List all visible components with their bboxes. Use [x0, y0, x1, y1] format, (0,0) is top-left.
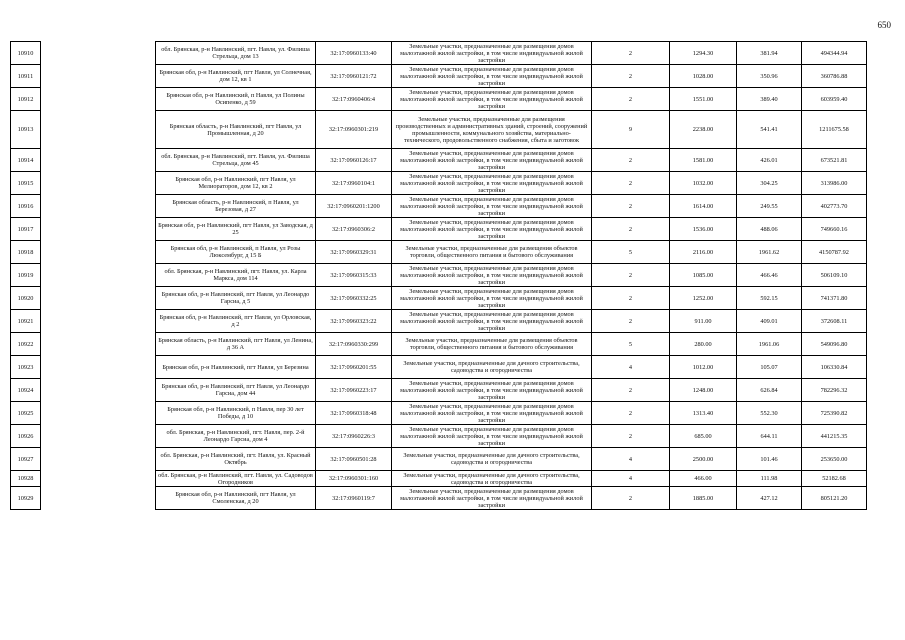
- cadastral-value-cell: 673521.81: [802, 149, 867, 172]
- cadastral-value-cell: 402773.70: [802, 195, 867, 218]
- address-cell: обл. Брянская, р-н Навлинский, пгт. Навля, пер. 2-й Леонардо Гарсиа, дом 4: [156, 425, 316, 448]
- group-cell: 4: [592, 356, 670, 379]
- table-row: [11, 333, 867, 356]
- unit-price-cell: 592.15: [737, 287, 802, 310]
- land-purpose-cell: Земельные участки, предназначенные для размещения домов малоэтажной жилой застройки, в том числе индивидуальной жилой застройки: [392, 310, 592, 333]
- table-row: [11, 379, 867, 402]
- group-cell: 2: [592, 88, 670, 111]
- address-cell: Брянская область, р-н Навлинский, п Навля, ул Березовая, д 27: [156, 195, 316, 218]
- unit-price-cell: 105.07: [737, 356, 802, 379]
- table-row: [11, 356, 867, 379]
- group-cell: 2: [592, 287, 670, 310]
- row-gap-cell: [41, 310, 156, 333]
- cadastral-value-cell: 741371.80: [802, 287, 867, 310]
- land-purpose-cell: Земельные участки, предназначенные для размещения домов малоэтажной жилой застройки, в том числе индивидуальной жилой застройки: [392, 65, 592, 88]
- row-gap-cell: [41, 218, 156, 241]
- cadastral-number-cell: 32:17:0960306:2: [316, 218, 392, 241]
- unit-price-cell: 466.46: [737, 264, 802, 287]
- area-cell: 1536.00: [670, 218, 737, 241]
- group-cell: 5: [592, 333, 670, 356]
- row-number: 10920: [11, 287, 41, 310]
- area-cell: 1294.30: [670, 42, 737, 65]
- area-cell: 1551.00: [670, 88, 737, 111]
- row-number: 10928: [11, 471, 41, 487]
- land-purpose-cell: Земельные участки, предназначенные для размещения домов малоэтажной жилой застройки, в том числе индивидуальной жилой застройки: [392, 425, 592, 448]
- group-cell: 2: [592, 172, 670, 195]
- cadastral-value-cell: 360786.88: [802, 65, 867, 88]
- address-cell: Брянская обл, р-н Навлинский, пгт Навля, ул Березина: [156, 356, 316, 379]
- address-cell: Брянская обл, р-н Навлинский, пгт Навля, ул Солнечная, дом 12, кв 1: [156, 65, 316, 88]
- cadastral-number-cell: 32:17:0960104:1: [316, 172, 392, 195]
- area-cell: 2500.00: [670, 448, 737, 471]
- group-cell: 2: [592, 65, 670, 88]
- land-purpose-cell: Земельные участки, предназначенные для размещения домов малоэтажной жилой застройки, в том числе индивидуальной жилой застройки: [392, 287, 592, 310]
- cadastral-value-cell: 1211675.58: [802, 111, 867, 149]
- row-number: 10915: [11, 172, 41, 195]
- group-cell: 2: [592, 195, 670, 218]
- row-number: 10925: [11, 402, 41, 425]
- table-row: [11, 448, 867, 471]
- area-cell: 1012.00: [670, 356, 737, 379]
- row-number: 10918: [11, 241, 41, 264]
- land-purpose-cell: Земельные участки, предназначенные для размещения объектов торговли, общественного питания и бытового обслуживания: [392, 241, 592, 264]
- group-cell: 9: [592, 111, 670, 149]
- cadastral-number-cell: 32:17:0960126:17: [316, 149, 392, 172]
- address-cell: Брянская область, р-н Навлинский, пгт Навля, ул Ленина, д 36 А: [156, 333, 316, 356]
- group-cell: 2: [592, 218, 670, 241]
- address-cell: обл. Брянская, р-н Навлинский, пгт. Навля, ул. Садоводов Огородников: [156, 471, 316, 487]
- address-cell: обл. Брянская, р-н Навлинский, пгт. Навля, ул. Филиша Стрельца, дом 45: [156, 149, 316, 172]
- cadastral-number-cell: 32:17:0960226:3: [316, 425, 392, 448]
- row-gap-cell: [41, 402, 156, 425]
- unit-price-cell: 409.01: [737, 310, 802, 333]
- cadastral-value-cell: 725390.82: [802, 402, 867, 425]
- row-number: 10911: [11, 65, 41, 88]
- row-gap-cell: [41, 42, 156, 65]
- row-gap-cell: [41, 195, 156, 218]
- address-cell: Брянская обл, р-н Навлинский, пгт Навля, ул Мелиораторов, дом 12, кв 2: [156, 172, 316, 195]
- table-row: [11, 65, 867, 88]
- land-purpose-cell: Земельные участки, предназначенные для размещения домов малоэтажной жилой застройки, в том числе индивидуальной жилой застройки: [392, 218, 592, 241]
- group-cell: 2: [592, 149, 670, 172]
- row-gap-cell: [41, 471, 156, 487]
- cadastral-value-cell: 494344.94: [802, 42, 867, 65]
- land-purpose-cell: Земельные участки, предназначенные для размещения домов малоэтажной жилой застройки, в том числе индивидуальной жилой застройки: [392, 149, 592, 172]
- cadastral-number-cell: 32:17:0960133:40: [316, 42, 392, 65]
- row-gap-cell: [41, 88, 156, 111]
- unit-price-cell: 1961.06: [737, 333, 802, 356]
- cadastral-value-cell: 782296.32: [802, 379, 867, 402]
- table-row: [11, 310, 867, 333]
- group-cell: 4: [592, 448, 670, 471]
- area-cell: 1313.40: [670, 402, 737, 425]
- table-row: [11, 218, 867, 241]
- unit-price-cell: 304.25: [737, 172, 802, 195]
- row-number: 10929: [11, 487, 41, 510]
- row-gap-cell: [41, 356, 156, 379]
- unit-price-cell: 1961.62: [737, 241, 802, 264]
- land-purpose-cell: Земельные участки, предназначенные для размещения домов малоэтажной жилой застройки, в том числе индивидуальной жилой застройки: [392, 379, 592, 402]
- row-number: 10914: [11, 149, 41, 172]
- row-gap-cell: [41, 241, 156, 264]
- cadastral-value-cell: 805121.20: [802, 487, 867, 510]
- cadastral-number-cell: 32:17:0960406:4: [316, 88, 392, 111]
- area-cell: 1085.00: [670, 264, 737, 287]
- row-gap-cell: [41, 287, 156, 310]
- row-number: 10913: [11, 111, 41, 149]
- row-number: 10917: [11, 218, 41, 241]
- cadastral-number-cell: 32:17:0960201:55: [316, 356, 392, 379]
- cadastral-number-cell: 32:17:0960223:17: [316, 379, 392, 402]
- cadastral-value-cell: 372608.11: [802, 310, 867, 333]
- row-gap-cell: [41, 264, 156, 287]
- cadastral-value-cell: 106330.84: [802, 356, 867, 379]
- group-cell: 2: [592, 42, 670, 65]
- row-gap-cell: [41, 379, 156, 402]
- land-purpose-cell: Земельные участки, предназначенные для размещения объектов торговли, общественного питания и бытового обслуживания: [392, 333, 592, 356]
- land-purpose-cell: Земельные участки, предназначенные для размещения домов малоэтажной жилой застройки, в том числе индивидуальной жилой застройки: [392, 402, 592, 425]
- row-number: 10921: [11, 310, 41, 333]
- area-cell: 2116.00: [670, 241, 737, 264]
- row-gap-cell: [41, 448, 156, 471]
- address-cell: обл. Брянская, р-н Навлинский, пгт. Навля, ул. Филиша Стрельца, дом 13: [156, 42, 316, 65]
- address-cell: обл. Брянская, р-н Навлинский, пгт. Навля, ул. Карла Маркса, дом 114: [156, 264, 316, 287]
- cadastral-value-cell: 313986.00: [802, 172, 867, 195]
- group-cell: 2: [592, 487, 670, 510]
- unit-price-cell: 381.94: [737, 42, 802, 65]
- address-cell: Брянская обл, р-н Навлинский, пгт Навля, ул Заводская, д 25: [156, 218, 316, 241]
- row-number: 10924: [11, 379, 41, 402]
- cadastral-value-cell: 253650.00: [802, 448, 867, 471]
- unit-price-cell: 350.96: [737, 65, 802, 88]
- address-cell: Брянская обл, р-н Навлинский, п Навля, пер 30 лет Победы, д 10: [156, 402, 316, 425]
- unit-price-cell: 552.30: [737, 402, 802, 425]
- cadastral-number-cell: 32:17:0960323:22: [316, 310, 392, 333]
- table-row: [11, 149, 867, 172]
- group-cell: 5: [592, 241, 670, 264]
- area-cell: 2238.00: [670, 111, 737, 149]
- land-purpose-cell: Земельные участки, предназначенные для размещения домов малоэтажной жилой застройки, в том числе индивидуальной жилой застройки: [392, 42, 592, 65]
- address-cell: Брянская обл, р-н Навлинский, п Навля, ул Полины Осипенко, д 59: [156, 88, 316, 111]
- address-cell: обл. Брянская, р-н Навлинский, пгт. Навля, ул. Красный Октябрь: [156, 448, 316, 471]
- row-gap-cell: [41, 149, 156, 172]
- cadastral-number-cell: 32:17:0960301:160: [316, 471, 392, 487]
- address-cell: Брянская обл, р-н Навлинский, п Навля, ул Розы Люксембург, д 15 Б: [156, 241, 316, 264]
- row-gap-cell: [41, 333, 156, 356]
- row-number: 10912: [11, 88, 41, 111]
- row-number: 10910: [11, 42, 41, 65]
- cadastral-number-cell: 32:17:0960315:33: [316, 264, 392, 287]
- unit-price-cell: 427.12: [737, 487, 802, 510]
- table-row: [11, 111, 867, 149]
- cadastral-value-cell: 441215.35: [802, 425, 867, 448]
- cadastral-value-cell: 549096.80: [802, 333, 867, 356]
- land-purpose-cell: Земельные участки, предназначенные для размещения домов малоэтажной жилой застройки, в том числе индивидуальной жилой застройки: [392, 264, 592, 287]
- group-cell: 2: [592, 310, 670, 333]
- table-row: [11, 425, 867, 448]
- table-row: [11, 402, 867, 425]
- cadastral-number-cell: 32:17:0960332:25: [316, 287, 392, 310]
- page-number: 650: [877, 20, 891, 30]
- row-number: 10922: [11, 333, 41, 356]
- group-cell: 2: [592, 425, 670, 448]
- unit-price-cell: 249.55: [737, 195, 802, 218]
- address-cell: Брянская обл, р-н Навлинский, пгт Навля, ул Орловская, д 2: [156, 310, 316, 333]
- area-cell: 1581.00: [670, 149, 737, 172]
- land-purpose-cell: Земельные участки, предназначенные для размещения производственных и административных зданий, строений, сооружений промышленности, коммунального хозяйства, материально-технического, продовольственного снабжения, сбыта и заготовок: [392, 111, 592, 149]
- row-gap-cell: [41, 111, 156, 149]
- group-cell: 2: [592, 402, 670, 425]
- table-row: [11, 287, 867, 310]
- row-gap-cell: [41, 65, 156, 88]
- table-row: [11, 88, 867, 111]
- cadastral-value-cell: 52182.68: [802, 471, 867, 487]
- unit-price-cell: 541.41: [737, 111, 802, 149]
- land-purpose-cell: Земельные участки, предназначенные для дачного строительства, садоводства и огородничества: [392, 356, 592, 379]
- table-row: [11, 195, 867, 218]
- land-purpose-cell: Земельные участки, предназначенные для размещения домов малоэтажной жилой застройки, в том числе индивидуальной жилой застройки: [392, 88, 592, 111]
- cadastral-number-cell: 32:17:0960501:28: [316, 448, 392, 471]
- table-row: [11, 241, 867, 264]
- area-cell: 1028.00: [670, 65, 737, 88]
- unit-price-cell: 389.40: [737, 88, 802, 111]
- table-row: [11, 42, 867, 65]
- group-cell: 4: [592, 471, 670, 487]
- unit-price-cell: 626.84: [737, 379, 802, 402]
- cadastral-number-cell: 32:17:0960330:299: [316, 333, 392, 356]
- cadastral-value-cell: 506109.10: [802, 264, 867, 287]
- group-cell: 2: [592, 379, 670, 402]
- unit-price-cell: 426.01: [737, 149, 802, 172]
- area-cell: 911.00: [670, 310, 737, 333]
- land-purpose-cell: Земельные участки, предназначенные для дачного строительства, садоводства и огородничества: [392, 448, 592, 471]
- unit-price-cell: 101.46: [737, 448, 802, 471]
- table-row: [11, 471, 867, 487]
- land-purpose-cell: Земельные участки, предназначенные для дачного строительства, садоводства и огородничества: [392, 471, 592, 487]
- row-number: 10916: [11, 195, 41, 218]
- land-purpose-cell: Земельные участки, предназначенные для размещения домов малоэтажной жилой застройки, в том числе индивидуальной жилой застройки: [392, 172, 592, 195]
- cadastral-value-cell: 603959.40: [802, 88, 867, 111]
- cadastral-number-cell: 32:17:0960329:31: [316, 241, 392, 264]
- unit-price-cell: 644.11: [737, 425, 802, 448]
- unit-price-cell: 488.06: [737, 218, 802, 241]
- area-cell: 685.00: [670, 425, 737, 448]
- table-row: [11, 487, 867, 510]
- cadastral-value-cell: 4150787.92: [802, 241, 867, 264]
- area-cell: 1885.00: [670, 487, 737, 510]
- address-cell: Брянская обл, р-н Навлинский, пгт Навля, ул Леонардо Гарсиа, дом 44: [156, 379, 316, 402]
- table-row: [11, 172, 867, 195]
- row-number: 10927: [11, 448, 41, 471]
- group-cell: 2: [592, 264, 670, 287]
- area-cell: 1614.00: [670, 195, 737, 218]
- area-cell: 1248.00: [670, 379, 737, 402]
- cadastral-number-cell: 32:17:0960301:219: [316, 111, 392, 149]
- area-cell: 280.00: [670, 333, 737, 356]
- cadastral-number-cell: 32:17:0960201:1200: [316, 195, 392, 218]
- row-number: 10926: [11, 425, 41, 448]
- table-body: [11, 42, 867, 510]
- row-number: 10923: [11, 356, 41, 379]
- land-purpose-cell: Земельные участки, предназначенные для размещения домов малоэтажной жилой застройки, в том числе индивидуальной жилой застройки: [392, 487, 592, 510]
- row-gap-cell: [41, 425, 156, 448]
- cadastral-number-cell: 32:17:0960318:48: [316, 402, 392, 425]
- address-cell: Брянская обл, р-н Навлинский, пгт Навля, ул Смоленская, д 20: [156, 487, 316, 510]
- unit-price-cell: 111.98: [737, 471, 802, 487]
- row-number: 10919: [11, 264, 41, 287]
- table-row: [11, 264, 867, 287]
- address-cell: Брянская обл, р-н Навлинский, пгт Навля, ул Леонардо Гарсиа, д 5: [156, 287, 316, 310]
- area-cell: 1032.00: [670, 172, 737, 195]
- row-gap-cell: [41, 487, 156, 510]
- area-cell: 1252.00: [670, 287, 737, 310]
- row-gap-cell: [41, 172, 156, 195]
- cadastral-number-cell: 32:17:0960121:72: [316, 65, 392, 88]
- address-cell: Брянская область, р-н Навлинский, пгт Навля, ул Промышленная, д 20: [156, 111, 316, 149]
- cadastral-value-cell: 749660.16: [802, 218, 867, 241]
- land-purpose-cell: Земельные участки, предназначенные для размещения домов малоэтажной жилой застройки, в том числе индивидуальной жилой застройки: [392, 195, 592, 218]
- area-cell: 466.00: [670, 471, 737, 487]
- cadastral-number-cell: 32:17:0960119:7: [316, 487, 392, 510]
- land-registry-table: [10, 41, 867, 510]
